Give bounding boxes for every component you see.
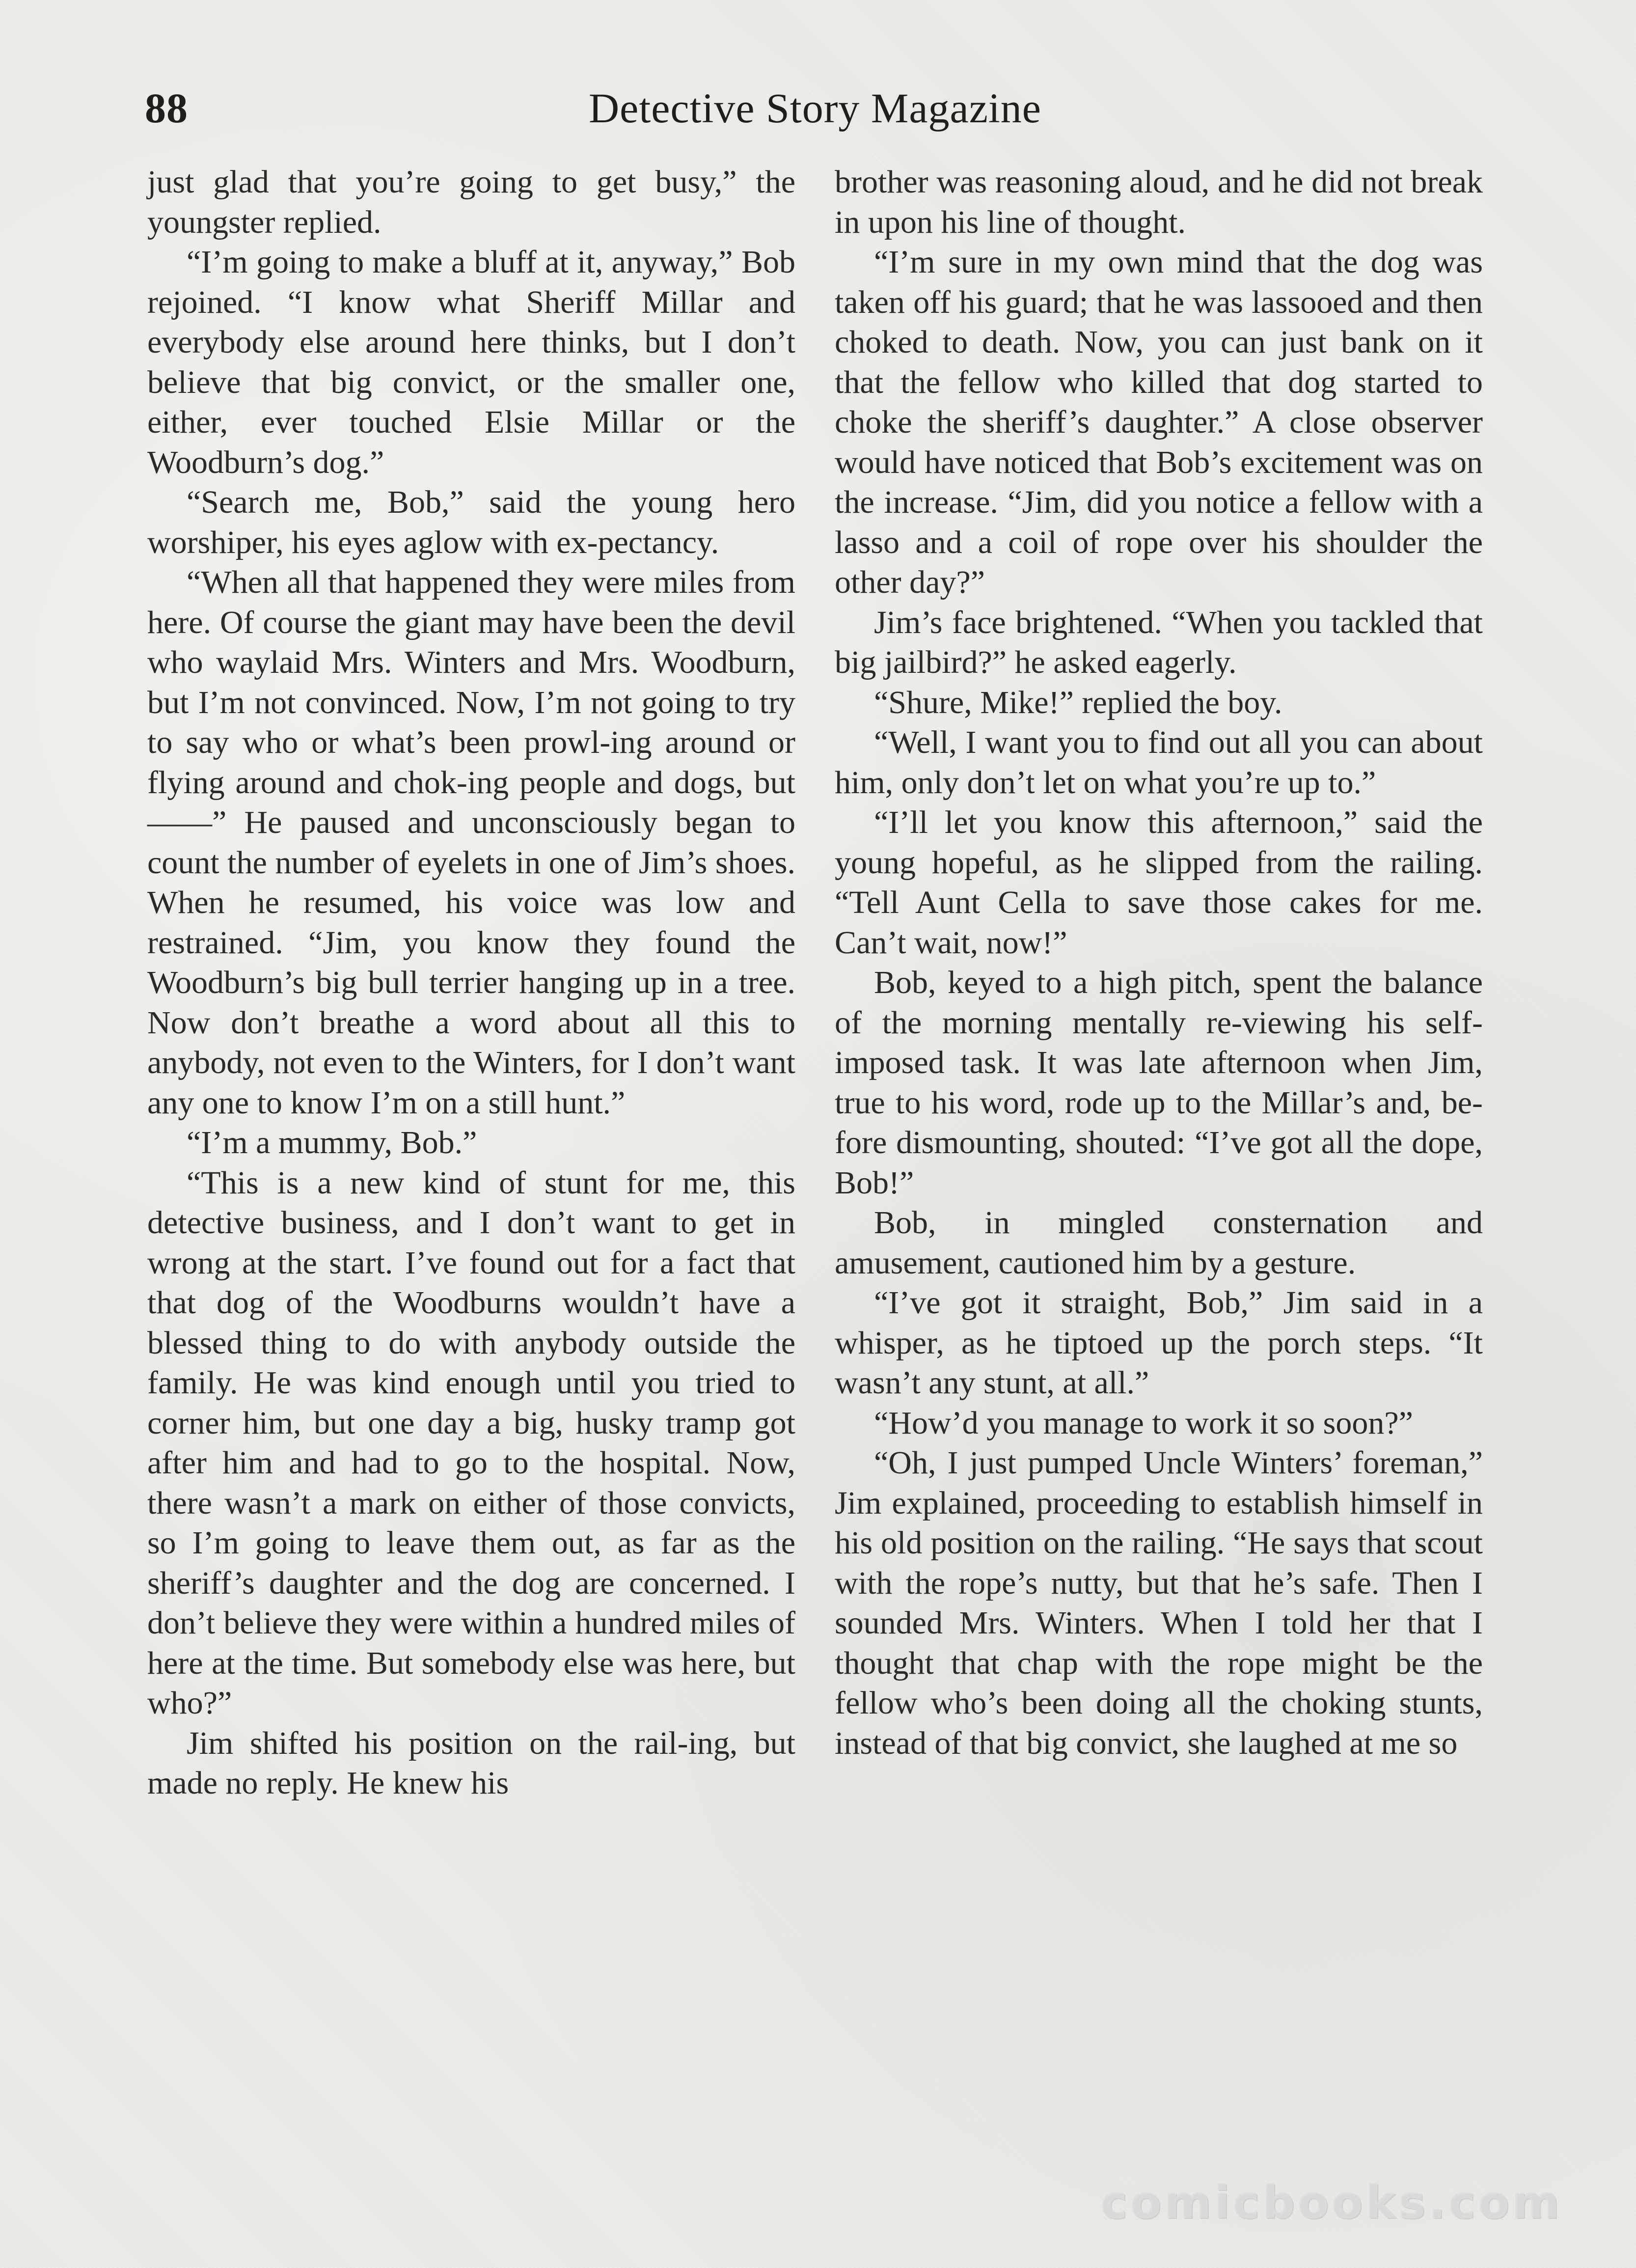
paragraph xyxy=(835,162,1483,242)
paragraph xyxy=(147,242,795,482)
paragraph xyxy=(147,1163,795,1723)
paragraph xyxy=(835,802,1483,963)
paragraph-text: “Well, I want you to find out all you can about him, only don’t let on what you’re up to.” xyxy=(835,724,1483,801)
paragraph xyxy=(147,1723,795,1803)
paragraph-text: “Oh, I just pumped Uncle Winters’ foreman,” Jim explained, proceeding to establish himself in his old position on the railing. “He says that scout with the rope’s nutty, but that he’s safe. Then I sounded Mrs. Winters. When I told her that I thought that chap with the rope might be the fellow who’s been doing all the choking stunts, instead of that big convict, she laughed at me so xyxy=(835,1445,1483,1761)
paragraph-text: “I’ll let you know this afternoon,” said the young hopeful, as he slipped from the railing. “Tell Aunt Cella to save those cakes for me. Can’t wait, now!” xyxy=(835,804,1483,961)
paragraph-text: Jim shifted his position on the rail-ing, but made no reply. He knew his xyxy=(147,1725,795,1801)
paragraph xyxy=(835,1443,1483,1763)
left-column xyxy=(147,162,795,1803)
paragraph-text: brother was reasoning aloud, and he did not break in upon his line of thought. xyxy=(835,164,1483,240)
paragraph-text: “Search me, Bob,” said the young hero worshiper, his eyes aglow with ex-pectancy. xyxy=(147,484,795,560)
paragraph xyxy=(835,963,1483,1203)
paragraph xyxy=(835,683,1483,723)
paragraph xyxy=(835,1283,1483,1403)
paragraph-text: just glad that you’re going to get busy,” the youngster replied. xyxy=(147,164,795,240)
paragraph xyxy=(147,482,795,562)
paragraph-text: “How’d you manage to work it so soon?” xyxy=(874,1405,1413,1441)
paragraph xyxy=(147,1123,795,1163)
paragraph xyxy=(835,1203,1483,1283)
page-number: 88 xyxy=(145,84,188,132)
paragraph-text: Bob, keyed to a high pitch, spent the balance of the morning mentally re-viewing his self-imposed task. It was late afternoon when Jim, true to his word, rode up to the Millar’s and, be-fore dismounting, shouted: “I’ve got all the dope, Bob!” xyxy=(835,965,1483,1201)
paragraph xyxy=(147,162,795,242)
running-title: Detective Story Magazine xyxy=(589,84,1041,132)
paragraph-text: “I’m sure in my own mind that the dog was taken off his guard; that he was lassooed and then choked to death. Now, you can just bank on it that the fellow who killed that dog started to choke the sheriff’s daughter.” A close observer would have noticed that Bob’s excitement was on the increase. “Jim, did you notice a fellow with a lasso and a coil of rope over his shoulder the other day?” xyxy=(835,244,1483,600)
page-header xyxy=(145,83,1485,142)
paragraph xyxy=(835,1403,1483,1443)
paragraph xyxy=(835,242,1483,603)
paragraph xyxy=(147,562,795,1123)
paragraph-text: Jim’s face brightened. “When you tackled that big jailbird?” he asked eagerly. xyxy=(835,604,1483,680)
paragraph-text: “I’ve got it straight, Bob,” Jim said in a whisper, as he tiptoed up the porch steps. “It wasn’t any stunt, at all.” xyxy=(835,1285,1483,1401)
paragraph xyxy=(835,603,1483,683)
paragraph-text: “When all that happened they were miles from here. Of course the giant may have been the devil who waylaid Mrs. Winters and Mrs. Woodburn, but I’m not convinced. Now, I’m not going to try to say who or what’s been prowl-ing around or flying around and chok-ing people and dogs, but——” He paused and unconsciously began to count the number of eyelets in one of Jim’s shoes. When he resumed, his voice was low and restrained. “Jim, you know they found the Woodburn’s big bull terrier hanging up in a tree. Now don’t breathe a word about all this to anybody, not even to the Winters, for I don’t want any one to know I’m on a still hunt.” xyxy=(147,564,795,1121)
paragraph-text: Bob, in mingled consternation and amusement, cautioned him by a gesture. xyxy=(835,1205,1483,1281)
paragraph-text: “I’m a mummy, Bob.” xyxy=(187,1125,477,1161)
paragraph-text: “This is a new kind of stunt for me, this detective business, and I don’t want to get in wrong at the start. I’ve found out for a fact that that dog of the Woodburns wouldn’t have a blessed thing to do with anybody outside the family. He was kind enough until you tried to corner him, but one day a big, husky tramp got after him and had to go to the hospital. Now, there wasn’t a mark on either of those convicts, so I’m going to leave them out, as far as the sheriff’s daughter and the dog are concerned. I don’t believe they were within a hundred miles of here at the time. But somebody else was here, but who?” xyxy=(147,1164,795,1721)
paragraph-text: “I’m going to make a bluff at it, anyway,” Bob rejoined. “I know what Sheriff Millar and everybody else around here thinks, but I don’t believe that big convict, or the smaller one, either, ever touched Elsie Millar or the Woodburn’s dog.” xyxy=(147,244,795,480)
right-column xyxy=(835,162,1483,1763)
site-watermark: comicbooks.com xyxy=(1100,2176,1562,2229)
paragraph-text: “Shure, Mike!” replied the boy. xyxy=(874,684,1282,720)
paragraph xyxy=(835,722,1483,802)
